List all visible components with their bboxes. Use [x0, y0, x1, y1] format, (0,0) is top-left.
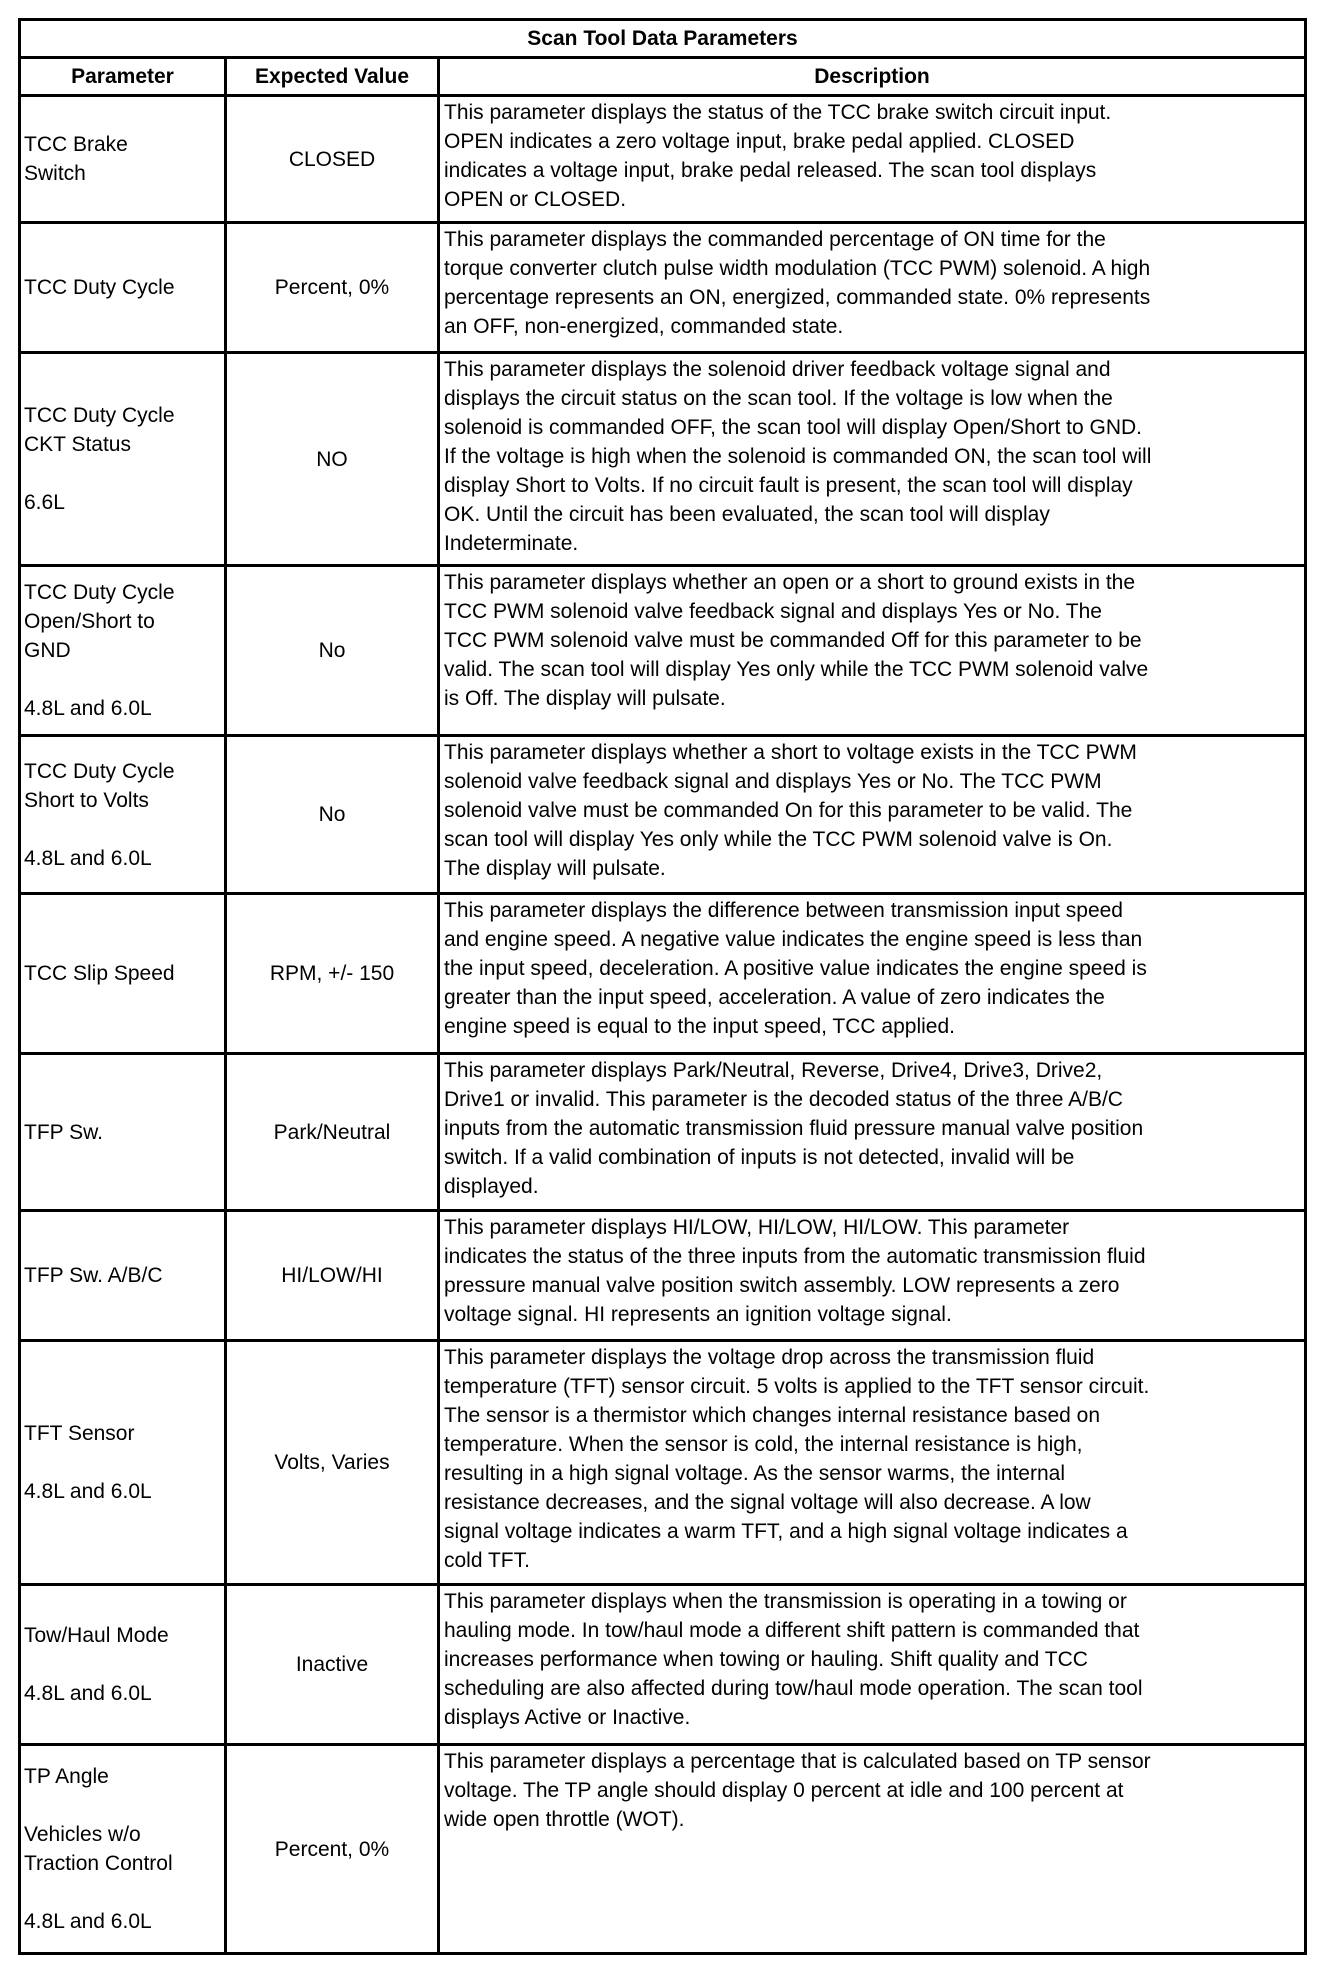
parameter-line: TFP Sw.	[24, 1120, 103, 1144]
parameter-line	[24, 1448, 220, 1477]
description-line: OK. Until the circuit has been evaluated, the scan tool will display	[444, 503, 1050, 526]
parameter-line: TCC Brake	[24, 133, 128, 156]
table-row	[20, 736, 1306, 894]
expected-value-cell: Volts, Varies	[226, 1341, 439, 1585]
description-line: OPEN indicates a zero voltage input, brake pedal applied. CLOSED	[444, 130, 1075, 153]
description-cell	[439, 1054, 1306, 1211]
description-line: resulting in a high signal voltage. As the sensor warms, the internal	[444, 1462, 1066, 1485]
parameter-line: Open/Short to	[24, 610, 155, 633]
description-line: torque converter clutch pulse width modulation (TCC PWM) solenoid. A high	[444, 257, 1151, 280]
parameter-line: 4.8L and 6.0L	[24, 846, 152, 870]
parameter-line: Traction Control	[24, 1852, 173, 1875]
scan-tool-data-table	[18, 18, 1307, 1955]
parameter-cell	[20, 1054, 226, 1211]
table-row	[20, 1745, 1306, 1954]
parameter-line: 4.8L and 6.0L	[24, 1910, 152, 1933]
description-line: This parameter displays when the transmission is operating in a towing or	[444, 1590, 1127, 1613]
description-line: the input speed, deceleration. A positive value indicates the engine speed is	[444, 957, 1147, 980]
description-line: is Off. The display will pulsate.	[444, 687, 726, 710]
parameter-cell	[20, 1211, 226, 1341]
parameter-line	[24, 1878, 220, 1907]
description-line: greater than the input speed, acceleration. A value of zero indicates the	[444, 986, 1105, 1009]
parameter-line: TCC Duty Cycle	[24, 581, 175, 604]
parameter-line: TCC Slip Speed	[24, 962, 175, 985]
parameter-line: TFP Sw. A/B/C	[24, 1264, 163, 1287]
table-row	[20, 1211, 1306, 1341]
table-row	[20, 566, 1306, 736]
description-line: cold TFT.	[444, 1549, 530, 1572]
parameter-line: 6.6L	[24, 491, 65, 514]
description-line: TCC PWM solenoid valve must be commanded Off for this parameter to be	[444, 629, 1142, 652]
description-line: solenoid valve feedback signal and displays Yes or No. The TCC PWM	[444, 770, 1102, 793]
parameter-cell	[20, 1585, 226, 1745]
parameter-cell	[20, 736, 226, 894]
description-line: voltage. The TP angle should display 0 percent at idle and 100 percent at	[444, 1779, 1124, 1802]
description-line: temperature. When the sensor is cold, the internal resistance is high,	[444, 1433, 1083, 1456]
description-line: TCC PWM solenoid valve feedback signal and displays Yes or No. The	[444, 600, 1102, 623]
description-cell	[439, 353, 1306, 566]
table-row	[20, 1054, 1306, 1211]
table-row	[20, 894, 1306, 1054]
description-line: This parameter displays HI/LOW, HI/LOW, HI/LOW. This parameter	[444, 1216, 1070, 1239]
description-cell	[439, 1585, 1306, 1745]
description-line: signal voltage indicates a warm TFT, and a high signal voltage indicates a	[444, 1520, 1128, 1543]
description-line: an OFF, non-energized, commanded state.	[444, 315, 844, 338]
description-line: temperature (TFT) sensor circuit. 5 volts is applied to the TFT sensor circuit.	[444, 1375, 1150, 1398]
description-line: indicates the status of the three inputs from the automatic transmission fluid	[444, 1245, 1146, 1268]
parameter-line: TCC Duty Cycle	[24, 276, 175, 299]
description-line: percentage represents an ON, energized, commanded state. 0% represents	[444, 286, 1151, 309]
description-line: switch. If a valid combination of inputs is not detected, invalid will be	[444, 1146, 1075, 1169]
parameter-line: Tow/Haul Mode	[24, 1624, 169, 1647]
expected-value-cell: Park/Neutral	[226, 1054, 439, 1211]
parameter-cell	[20, 894, 226, 1054]
description-line: The display will pulsate.	[444, 857, 666, 880]
description-cell	[439, 1745, 1306, 1954]
description-line: This parameter displays the solenoid driver feedback voltage signal and	[444, 358, 1111, 381]
description-line: scan tool will display Yes only while the TCC PWM solenoid valve is On.	[444, 828, 1113, 851]
table-row	[20, 96, 1306, 223]
parameter-line: 4.8L and 6.0L	[24, 697, 152, 720]
expected-value-cell: Percent, 0%	[226, 1745, 439, 1954]
parameter-line	[24, 1791, 220, 1820]
parameter-line: Short to Volts	[24, 788, 149, 812]
expected-value-cell: Inactive	[226, 1585, 439, 1745]
table-row	[20, 353, 1306, 566]
description-line: resistance decreases, and the signal voltage will also decrease. A low	[444, 1491, 1091, 1514]
description-line: voltage signal. HI represents an ignition voltage signal.	[444, 1303, 952, 1326]
description-cell	[439, 566, 1306, 736]
description-line: pressure manual valve position switch assembly. LOW represents a zero	[444, 1274, 1120, 1297]
description-line: This parameter displays the difference between transmission input speed	[444, 899, 1123, 922]
parameter-cell	[20, 353, 226, 566]
table-row	[20, 223, 1306, 353]
description-line: This parameter displays whether an open or a short to ground exists in the	[444, 571, 1136, 594]
description-line: This parameter displays the status of the TCC brake switch circuit input.	[444, 101, 1112, 124]
description-line: This parameter displays whether a short to voltage exists in the TCC PWM	[444, 741, 1137, 764]
description-line: Indeterminate.	[444, 532, 579, 555]
description-cell	[439, 894, 1306, 1054]
parameter-line: TP Angle	[24, 1765, 109, 1788]
description-line: This parameter displays Park/Neutral, Reverse, Drive4, Drive3, Drive2,	[444, 1059, 1103, 1082]
parameter-line	[24, 459, 220, 488]
description-line: wide open throttle (WOT).	[444, 1808, 685, 1831]
description-line: If the voltage is high when the solenoid is commanded ON, the scan tool will	[444, 445, 1152, 468]
parameter-cell	[20, 1341, 226, 1585]
description-line: displayed.	[444, 1175, 539, 1198]
parameter-line	[24, 815, 220, 844]
expected-value-cell: RPM, +/- 150	[226, 894, 439, 1054]
description-cell	[439, 223, 1306, 353]
description-line: displays the circuit status on the scan tool. If the voltage is low when the	[444, 387, 1113, 410]
table-title: Scan Tool Data Parameters	[20, 20, 1306, 58]
parameter-cell	[20, 1745, 226, 1954]
header-expected-value: Expected Value	[226, 58, 439, 96]
description-line: valid. The scan tool will display Yes only while the TCC PWM solenoid valve	[444, 658, 1149, 681]
description-cell	[439, 736, 1306, 894]
parameter-line: CKT Status	[24, 433, 131, 456]
description-line: inputs from the automatic transmission fluid pressure manual valve position	[444, 1117, 1144, 1140]
expected-value-cell: HI/LOW/HI	[226, 1211, 439, 1341]
parameter-line: Vehicles w/o	[24, 1823, 141, 1846]
description-line: This parameter displays the commanded percentage of ON time for the	[444, 228, 1106, 251]
expected-value-cell: Percent, 0%	[226, 223, 439, 353]
table-row	[20, 1585, 1306, 1745]
description-cell	[439, 96, 1306, 223]
description-line: This parameter displays a percentage that is calculated based on TP sensor	[444, 1750, 1151, 1773]
description-line: indicates a voltage input, brake pedal released. The scan tool displays	[444, 159, 1097, 182]
parameter-line	[24, 1650, 220, 1679]
description-line: Drive1 or invalid. This parameter is the decoded status of the three A/B/C	[444, 1088, 1123, 1111]
parameter-line: TCC Duty Cycle	[24, 404, 175, 427]
parameter-cell	[20, 566, 226, 736]
parameter-cell	[20, 223, 226, 353]
parameter-cell	[20, 96, 226, 223]
description-line: This parameter displays the voltage drop across the transmission fluid	[444, 1346, 1095, 1369]
description-line: solenoid valve must be commanded On for this parameter to be valid. The	[444, 799, 1133, 822]
description-line: OPEN or CLOSED.	[444, 188, 627, 211]
table-row	[20, 1341, 1306, 1585]
expected-value-cell: NO	[226, 353, 439, 566]
description-line: displays Active or Inactive.	[444, 1706, 691, 1729]
description-line: and engine speed. A negative value indicates the engine speed is less than	[444, 928, 1143, 951]
expected-value-cell: No	[226, 566, 439, 736]
parameter-line: TCC Duty Cycle	[24, 759, 175, 783]
expected-value-cell: No	[226, 736, 439, 894]
description-line: display Short to Volts. If no circuit fault is present, the scan tool will display	[444, 474, 1133, 497]
parameter-line: 4.8L and 6.0L	[24, 1682, 152, 1705]
description-line: increases performance when towing or hauling. Shift quality and TCC	[444, 1648, 1088, 1671]
description-line: solenoid is commanded OFF, the scan tool will display Open/Short to GND.	[444, 416, 1142, 439]
parameter-line: 4.8L and 6.0L	[24, 1480, 152, 1503]
description-cell	[439, 1211, 1306, 1341]
description-cell	[439, 1341, 1306, 1585]
header-description: Description	[439, 58, 1306, 96]
description-line: hauling mode. In tow/haul mode a different shift pattern is commanded that	[444, 1619, 1140, 1642]
expected-value-cell: CLOSED	[226, 96, 439, 223]
parameter-line: Switch	[24, 162, 86, 185]
description-line: The sensor is a thermistor which changes internal resistance based on	[444, 1404, 1101, 1427]
description-line: scheduling are also affected during tow/haul mode operation. The scan tool	[444, 1677, 1143, 1700]
header-parameter: Parameter	[20, 58, 226, 96]
parameter-line: TFT Sensor	[24, 1422, 135, 1445]
description-line: engine speed is equal to the input speed, TCC applied.	[444, 1015, 955, 1038]
parameter-line	[24, 665, 220, 694]
parameter-line: GND	[24, 639, 71, 662]
